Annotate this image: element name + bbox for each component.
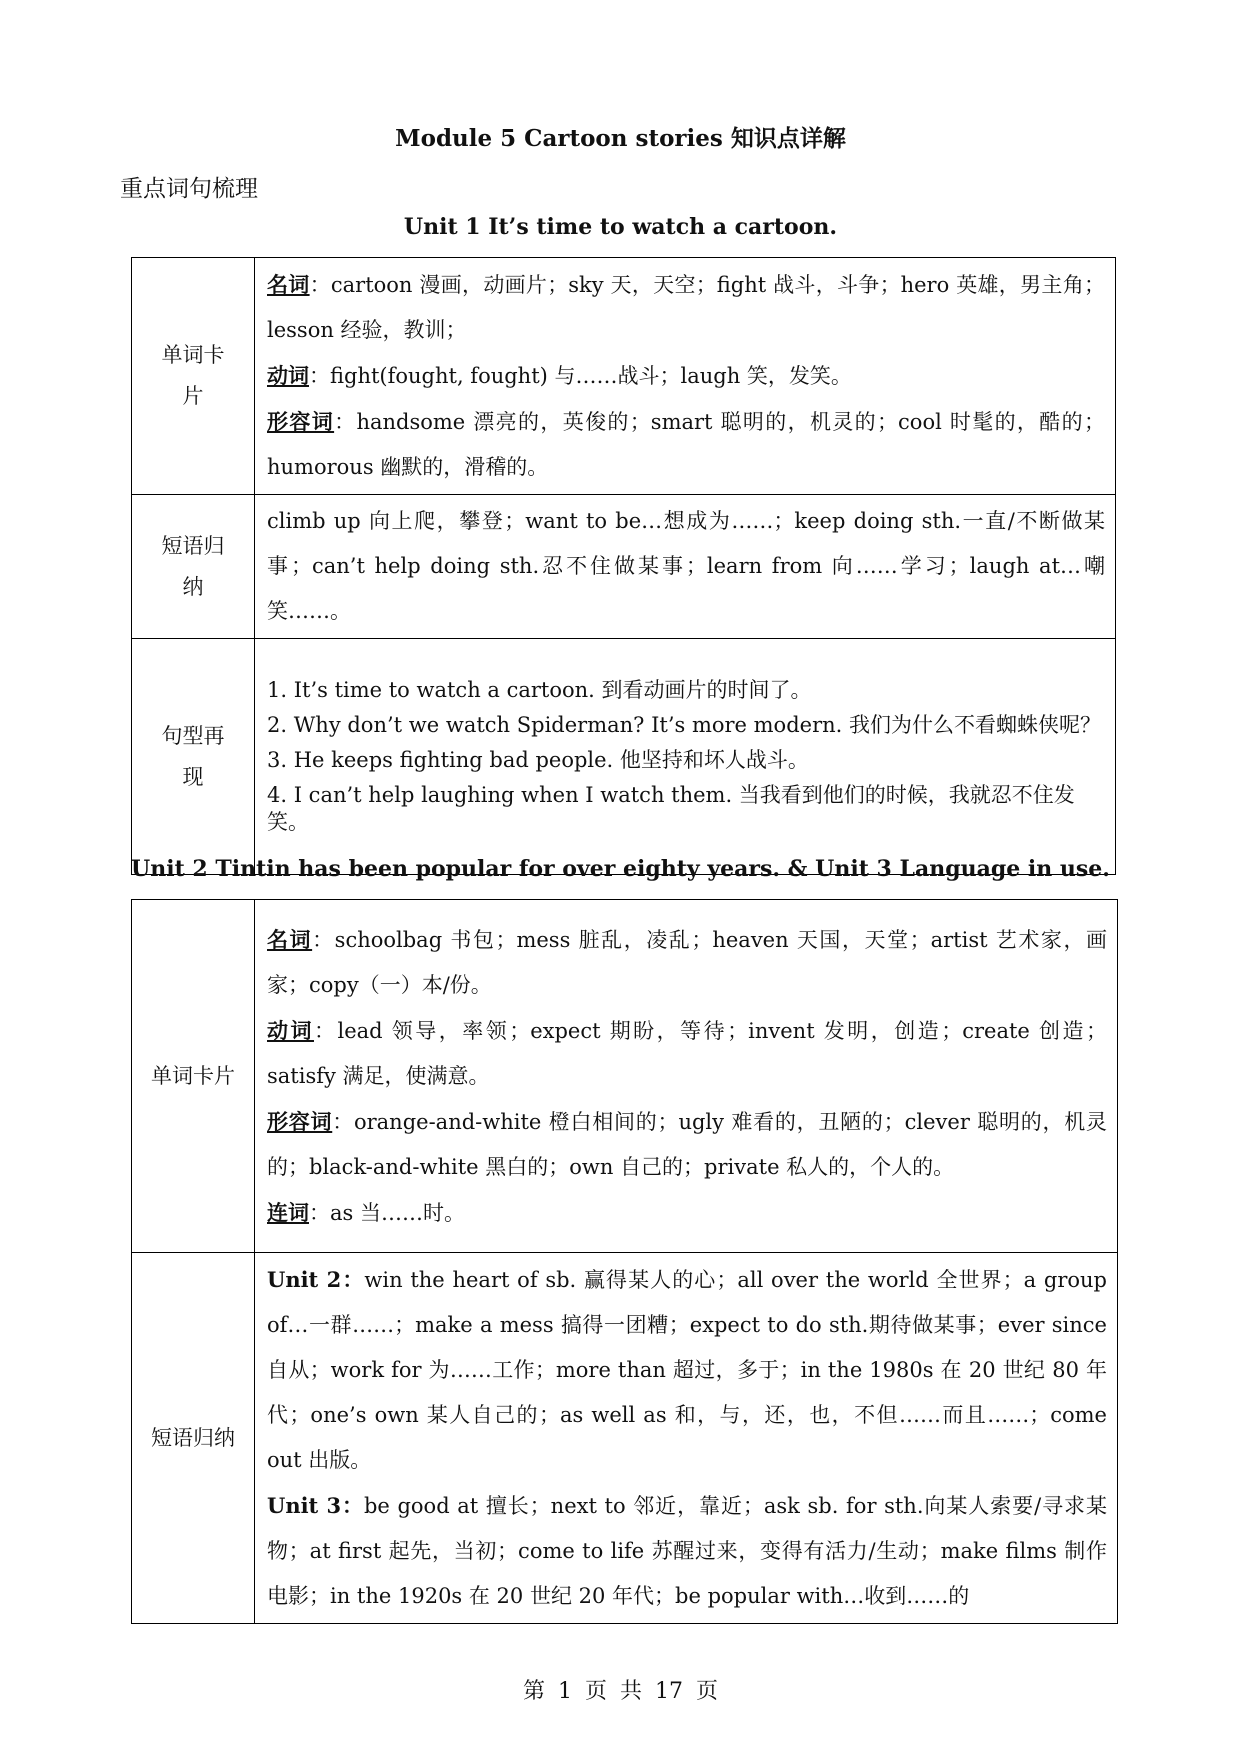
noun-entry <box>267 917 1107 1008</box>
unit2-phrases <box>267 1257 1107 1483</box>
sentences-content <box>255 639 1116 875</box>
entry-text: ：cartoon 漫画，动画片；sky 天，天空；fight 战斗，斗争；hero 英雄，男主角；lesson 经验，教训； <box>267 273 1105 342</box>
entry-text: ：lead 领导，率领；expect 期盼，等待；invent 发明，创造；create 创造；satisfy 满足，使满意。 <box>267 1018 1107 1088</box>
unit-label: Unit 2： <box>267 1267 365 1292</box>
entry-text: ：schoolbag 书包；mess 脏乱，凌乱；heaven 天国，天堂；artist 艺术家，画家；copy（一）本/份。 <box>267 927 1107 997</box>
verb-entry <box>267 353 1105 399</box>
pos-label: 连词 <box>267 1199 309 1225</box>
row-label-text: 句型再现 <box>161 723 225 789</box>
row-label <box>132 900 255 1253</box>
sentence-item: 3. He keeps fighting bad people. 他坚持和坏人战斗。 <box>267 747 809 772</box>
table-row <box>132 495 1116 639</box>
word-card-content <box>255 900 1118 1253</box>
row-label-text: 短语归纳 <box>161 533 225 599</box>
sentence-item: 1. It’s time to watch a cartoon. 到看动画片的时间了。 <box>267 677 812 702</box>
adj-entry <box>267 399 1105 490</box>
sentence-item: 4. I can’t help laughing when I watch them. 当我看到他们的时候，我就忍不住发笑。 <box>267 782 1075 834</box>
phrases-content <box>255 1253 1118 1624</box>
unit1-title: Unit 1 It’s time to watch a cartoon. <box>403 214 838 240</box>
conj-entry <box>267 1190 1107 1236</box>
unit2-table <box>131 899 1118 1624</box>
verb-entry <box>267 1008 1107 1099</box>
sentence-item: 2. Why don’t we watch Spiderman? It’s more modern. 我们为什么不看蜘蛛侠呢？ <box>267 712 1101 737</box>
row-label <box>132 495 255 639</box>
pos-label: 动词 <box>267 1017 314 1043</box>
entry-text: ：orange-and-white 橙白相间的；ugly 难看的，丑陋的；clever 聪明的，机灵的；black-and-white 黑白的；own 自己的；private 私人的，个人的。 <box>267 1109 1108 1179</box>
pos-label: 名词 <box>267 272 310 297</box>
entry-text: win the heart of sb. 赢得某人的心；all over the world 全世界；a group of…一群……；make a mess 搞得一团糟；expect to do sth.期待做某事；ever since 自从；work for 为……工作；more than 超过，多于；in the 1980s 在 20 世纪 80 年代；one’s own 某人自己的；as well as 和，与，还，也，不但……而且……；come out 出版。 <box>267 1268 1107 1472</box>
table-row <box>132 900 1118 1253</box>
entry-text: ：handsome 漂亮的，英俊的；smart 聪明的，机灵的；cool 时髦的，酷的；humorous 幽默的，滑稽的。 <box>267 410 1106 479</box>
word-card-content <box>255 258 1116 495</box>
pos-label: 动词 <box>267 363 309 388</box>
row-label-text: 单词卡片 <box>161 343 225 408</box>
row-label <box>132 639 255 875</box>
unit-label: Unit 3： <box>267 1493 364 1518</box>
entry-text: ：as 当……时。 <box>309 1200 465 1225</box>
pos-label: 形容词 <box>267 409 335 434</box>
entry-text: be good at 擅长；next to 邻近，靠近；ask sb. for sth.向某人索要/寻求某物；at first 起先，当初；come to life 苏醒过来，变得有活力/生动；make films 制作电影；in the 1920s 在 20 世纪 20 年代；be popular with…收到……的 <box>267 1494 1107 1608</box>
table-row <box>132 639 1116 875</box>
page-footer: 第 1 页 共 17 页 <box>523 1679 718 1704</box>
unit1-table <box>131 257 1116 875</box>
table-row <box>132 1253 1118 1624</box>
row-label <box>132 1253 255 1624</box>
unit3-phrases <box>267 1483 1107 1619</box>
row-label-text: 单词卡片 <box>151 1063 235 1088</box>
adj-entry <box>267 1099 1107 1190</box>
section-heading: 重点词句梳理 <box>120 176 258 202</box>
document-title: Module 5 Cartoon stories 知识点详解 <box>395 125 846 152</box>
row-label <box>132 258 255 495</box>
unit2-title: Unit 2 Tintin has been popular for over eighty years. & Unit 3 Language in use. <box>131 856 1110 882</box>
row-label-text: 短语归纳 <box>151 1425 235 1450</box>
pos-label: 形容词 <box>267 1108 333 1134</box>
table-row <box>132 258 1116 495</box>
phrases-content: climb up 向上爬，攀登；want to be…想成为……；keep doing sth.一直/不断做某事；can’t help doing sth.忍不住做某事；learn from 向……学习；laugh at…嘲笑……。 <box>255 495 1116 639</box>
noun-entry <box>267 262 1105 353</box>
entry-text: ：fight(fought, fought) 与……战斗；laugh 笑，发笑。 <box>309 364 852 388</box>
pos-label: 名词 <box>267 926 313 952</box>
